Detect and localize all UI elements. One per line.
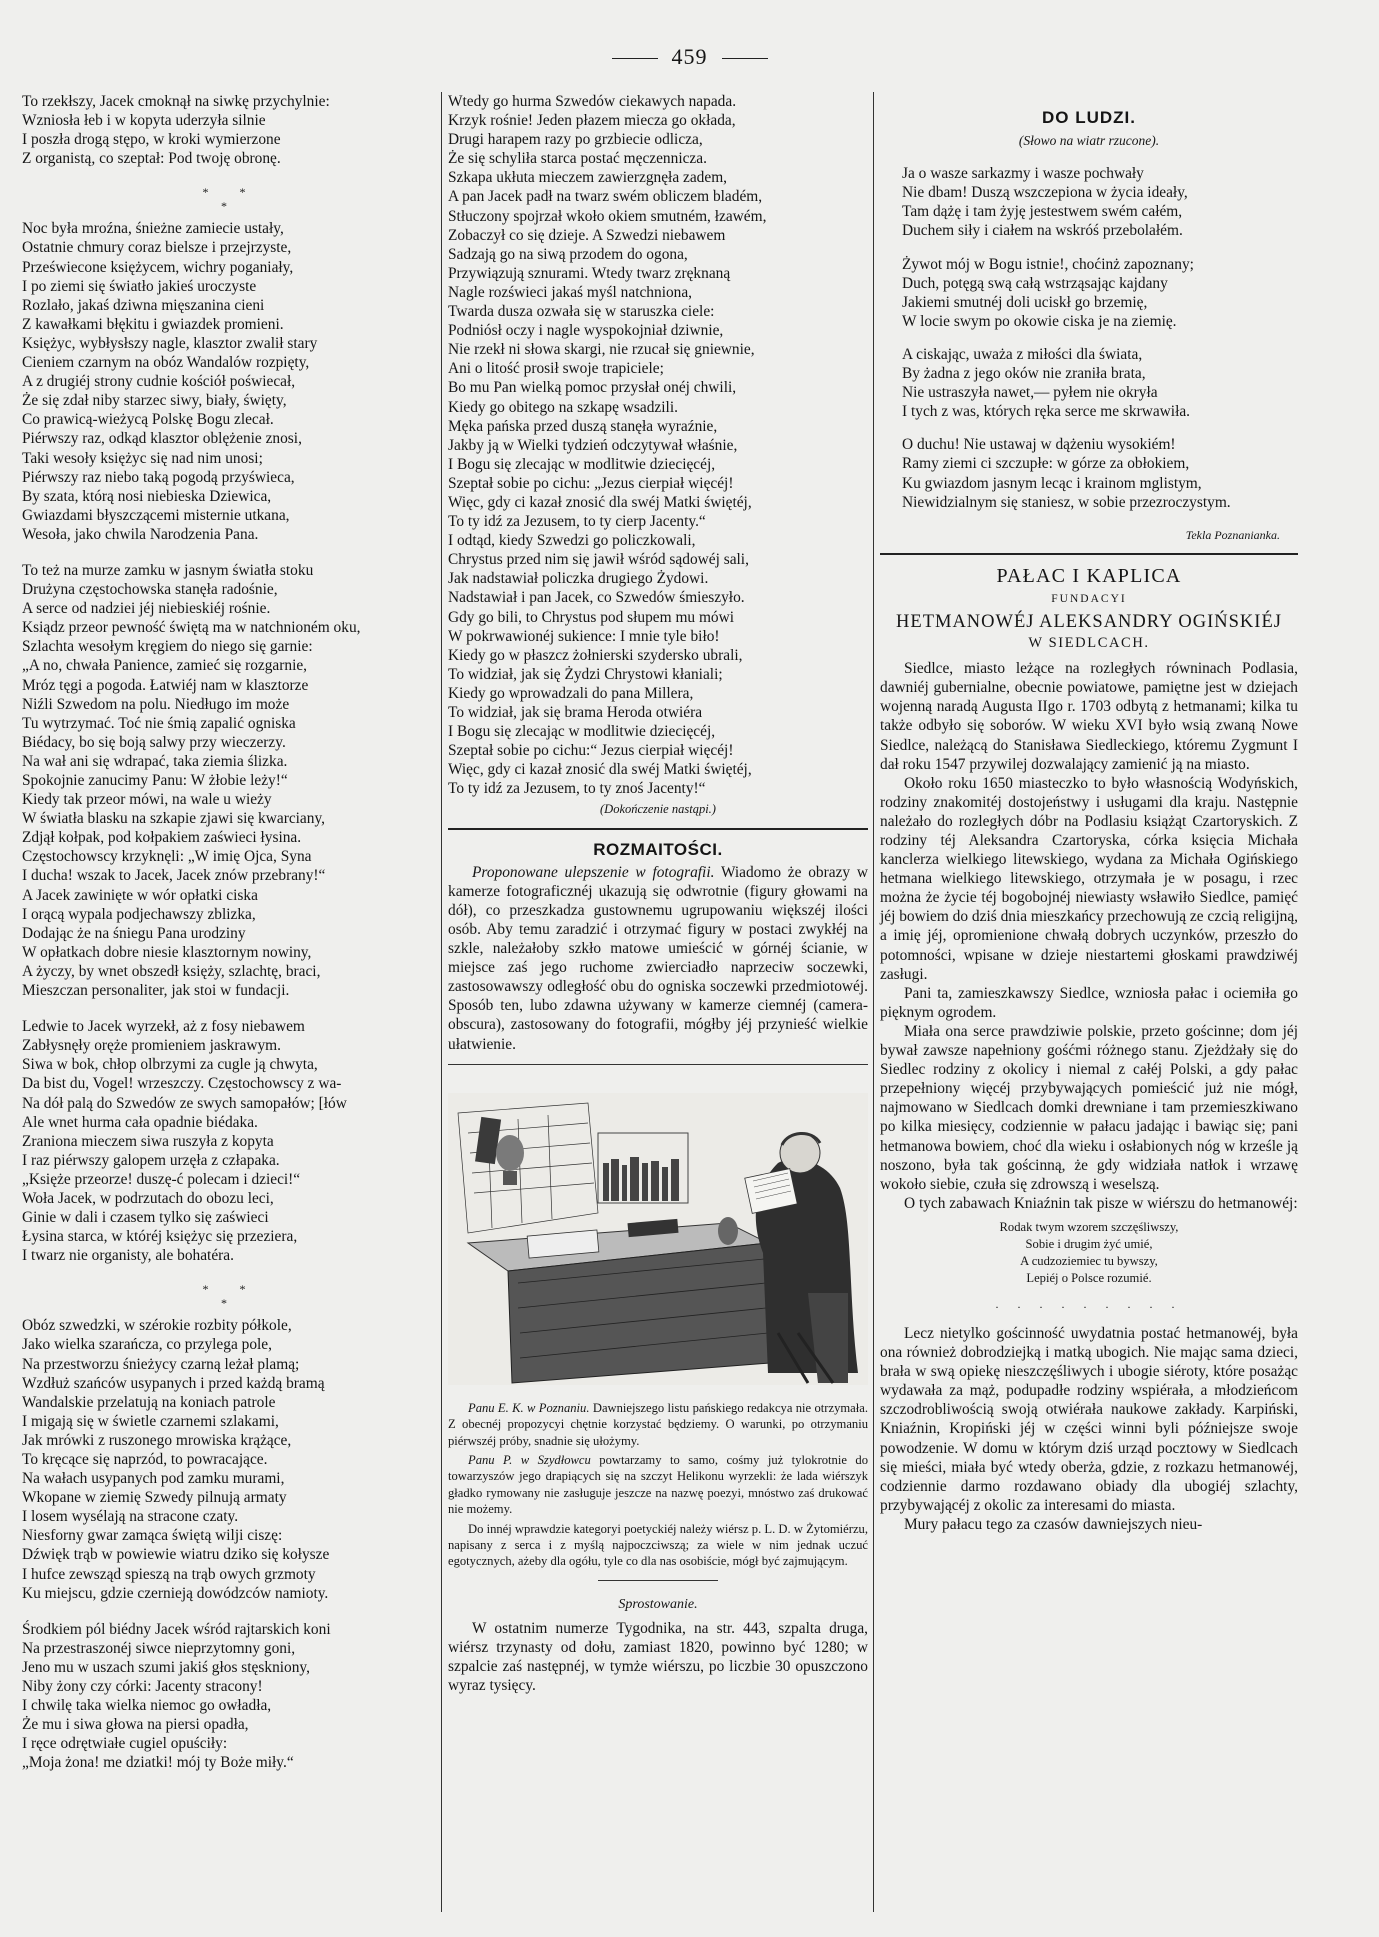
poem-line: Wesoła, jako chwila Narodzenia Pana. [22, 525, 259, 543]
poem-line: Tu wytrzymać. Toć nie śmią zapalić ogniska [22, 714, 296, 732]
poem-line: A życzy, by wnet obszedł księży, szlachtę, braci, [22, 962, 321, 980]
poem-line: To też na murze zamku w jasnym światła stoku [22, 561, 314, 579]
poem-line: Ja o wasze sarkazmy i wasze pochwały [902, 165, 1144, 183]
poem-stanza [22, 1316, 440, 1602]
poem-line: Gdy go bili, to Chrystus pod słupem mu mówi [448, 608, 735, 626]
section-rule [880, 553, 1298, 555]
poem-line: Nie ustraszyła nawet,— pyłem nie okryła [902, 384, 1158, 402]
poem-line: Gwiazdami błyszczącemi misternie utkana, [22, 506, 290, 524]
poem-line: Rozlało, jakaś dziwna mięszanina cieni [22, 296, 265, 314]
poem-line: Ginie w dali i czasem tylko się zaświeci [22, 1209, 269, 1227]
poem-line: Żywot mój w Bogu istnie!, choćinż zapoznany; [902, 255, 1194, 273]
poem-stanza [22, 1017, 440, 1265]
poem-line: Że mu i siwa głowa na piersi opadła, [22, 1716, 249, 1734]
poem-line: Wtedy go hurma Szwedów ciekawych napada. [448, 93, 737, 110]
poem-line: Nie dbam! Duszą wszczepiona w życia ideały, [902, 184, 1188, 202]
editorial-note [448, 1521, 868, 1570]
poem-line: Dodając że na śniegu Pana urodziny [22, 924, 246, 942]
poem-line: Częstochowscy krzyknęli: „W imię Ojca, Syna [22, 848, 312, 866]
poem-line: Szlachta wesołym kręgiem do niego się garnie: [22, 638, 313, 656]
poem-line: Że się zdał niby starzec siwy, biały, święty, [22, 392, 287, 410]
column-divider-right [873, 92, 874, 1912]
poem-line: I losem wysélają na stracone czaty. [22, 1508, 239, 1526]
poem-line: Nie rzekł ni słowa skargi, nie rzucał się gniewnie, [448, 341, 755, 359]
poem-stanza [880, 164, 1298, 240]
asterisk-divider: * * * [202, 185, 260, 214]
poem-line: Kiedy go wprowadzali do pana Millera, [448, 684, 694, 702]
poem-continuation [448, 92, 868, 798]
poem-subtitle: (Słowo na wiatr rzucone). [1018, 133, 1160, 149]
poem-line: W światła blasku na szkapie zjawi się kwarciany, [22, 810, 326, 828]
poem-line: A ciskając, uważa z miłości dla świata, [902, 345, 1143, 363]
section-rule [448, 1064, 868, 1065]
poem-line: To widział, jak się brama Heroda otwiéra [448, 704, 703, 721]
poem-line: Przywiązują sznurami. Wtedy twarz zręknaną [448, 264, 731, 282]
poem-line: Woła Jacek, w podrzutach do obozu leci, [22, 1189, 274, 1207]
poem-line: I ducha! wszak to Jacek, Jacek znów przebrany!“ [22, 867, 326, 885]
poem-line: Na dół palą do Szwedów ze swych samopałów; [łów [22, 1094, 347, 1112]
column-3 [880, 92, 1298, 1534]
poem-line: Podniósł oczy i nagle wyspokojniał dziwnie, [448, 322, 724, 340]
poem-line: Da bist du, Vogel! wrzeszczy. Częstochowscy z wa- [22, 1075, 342, 1093]
poem-line: Mróz tęgi a pogoda. Łatwiéj nam w klasztorze [22, 676, 309, 694]
poem-stanza [22, 92, 440, 168]
correction-title: Sprostowanie. [618, 1596, 698, 1612]
article-body-continued [880, 1324, 1298, 1534]
poem-line: Jako wielka szarańcza, co przylega pole, [22, 1336, 272, 1354]
poem-line: W locie swym po okowie ciska je na ziemię. [902, 312, 1177, 330]
poem-line: Środkiem pól biédny Jacek wśród rajtarskich koni [22, 1620, 331, 1638]
poem-line: „Księże przeorze! duszę-ć polecam i dzieci!“ [22, 1170, 301, 1188]
poem-line: Przeświecone księżycem, wichry poganiały, [22, 258, 294, 276]
article-body [880, 659, 1298, 1213]
poem-line: To ty idź za Jezusem, to ty znoś Jacenty!“ [448, 780, 706, 798]
poem-line: Ku gwiazdom jasnym lecąc i krainom mglistym, [902, 474, 1202, 492]
poem-line: Zabłysnęły oręże promieniem jaskrawym. [22, 1037, 281, 1055]
poem-line: I migają się w świetle czarnemi szlakami, [22, 1412, 279, 1430]
poem-line: Tam dążę i tam żyję jestestwem swém całém, [902, 203, 1183, 221]
poem-line: Taki wesoły księżyc się nad nim unosi; [22, 449, 263, 467]
poem-line: A serce od nadziei jéj niebieskiéj rośnie. [22, 600, 271, 618]
poem-line: Siwa w bok, chłop olbrzymi za cugle ją chwyta, [22, 1056, 318, 1074]
poem-line: Mieszczan personaliter, jak stoi w fundacji. [22, 982, 290, 1000]
continued-note: (Dokończenie nastąpi.) [600, 802, 716, 817]
column-1 [22, 92, 440, 1790]
ellipsis-dots: . . . . . . . . . [995, 1296, 1183, 1311]
poem-line: A z drugiéj strony cudnie kościół poświecał, [22, 373, 296, 391]
quote-line: Lepiéj o Polsce rozumié. [1026, 1270, 1152, 1285]
section-rule [448, 828, 868, 830]
poem-line: Wzniosła łeb i w kopyta uderzyła silnie [22, 112, 266, 130]
poem-line: Dźwięk trąb w powiewie wiatru dziko się kołysze [22, 1546, 330, 1564]
quoted-verse [880, 1219, 1298, 1287]
poem-line: I chwilę taka wielka niemoc go owładła, [22, 1697, 272, 1715]
poem-line: Nagle rozświeci jakaś myśl natchniona, [448, 283, 693, 301]
poem-line: Drugi harapem razy po grzbiecie odlicza, [448, 131, 703, 149]
column-2 [448, 92, 868, 1695]
poem-line: By żadna z jego oków nie zraniła brata, [902, 365, 1146, 383]
column-divider-left [441, 92, 442, 1912]
poem-line: Z organistą, co szeptał: Pod twoję obronę. [22, 150, 281, 168]
page-number [0, 44, 1379, 70]
poem-line: I raz piérwszy galopem urzęła z człapaka. [22, 1151, 280, 1169]
poem-line: Jakby ją w Wielki tydzień odczytywał właśnie, [448, 436, 738, 454]
poem-line: Że się schyliła starca postać męczennicza. [448, 150, 707, 168]
poem-line: Ku miejscu, gdzie czernieją dowódzców namioty. [22, 1584, 329, 1602]
poem-line: Ostatnie chmury coraz bielsze i przejrzyste, [22, 239, 292, 257]
quote-line: A cudzoziemiec tu bywszy, [1020, 1253, 1158, 1268]
poem-line: I twarz nie organisty, ale bohatéra. [22, 1247, 234, 1265]
article-paragraph: Siedlce, miasto leżące na rozległych równinach Podlasia, dawniéj gubernialne, obecnie powiatowe, pamiętne jest w dziejach wojenną naradą Augusta IIgo r. 1703 odbytą z hetmanami; kilka tu także odbyło się soborów. W wieku XVI było wsią zwaną Nowe Siedlce, należącą do Stanisława Siedleckiego, któremu Zygmunt I dał roku 1547 przywilej dozwalający zamienić ją na miasto. [880, 660, 1298, 773]
poem-line: Wandalskie przelatują na koniach patrole [22, 1393, 276, 1411]
article-paragraph: Około roku 1650 miasteczko to było własnością Wodyńskich, rodziny znakomitéj dostojeństwy i usługami dla kraju. Następnie należało do rozległych dóbr na Podlasiu książąt Czartoryskich. Z rodziny téj Aleksandra Czartoryska, córka księcia Michała kanclerza wielkiego litewskiego, wydana za Michała Ogińskiego hetmana wielkiego litewskiego, otrzymała je w posagu, i rzec można że życie téj bogobojnéj niewiasty wsławiło Siedlce, pamięć jéj bowiem do dziś dnia mieszkańcy przechowują ze czcią religijną, a imię jéj, opromienione chwałą dobrych uczynków, przeszło do potomności, wpisane w dzieje niestartemi głoskami prawdziwéj zasługi. [880, 774, 1298, 983]
article-text: Wiadomo że obrazy w kamerze fotograficznéj ukazują się odwrotnie (figury głowami na dół), co przeszkadza gustownemu ugrupowaniu większéj ilości osób. Aby temu zaradzić i otrzymać figury w postaci zwykłéj na szkle, należałoby szkło matowe umieścić w górnéj ścianie, w miejsce zaś jego ruchome zwierciadło naprzeciw soczewki, zastosowawszy odległość obu do ogniska soczewki przedmiotowéj. Sposób ten, lubo zdawna używany w kamerze ciemnéj (camera-obscura), zastosowany do fotografii, mógłby jéj przynieść wielkie ułatwienie. [448, 863, 868, 1053]
poem-line: Więc, gdy ci kazał znosić dla swéj Matki świętéj, [448, 493, 752, 511]
poem-line: Zdjął kołpak, pod kołpakiem zaświeci łysina. [22, 829, 302, 847]
poem-line: A Jacek zawinięte w wór opłatki ciska [22, 886, 258, 904]
poem-stanza [22, 1620, 440, 1773]
asterisk-divider: * * * [202, 1282, 260, 1311]
poem-line: Więc, gdy ci kazał znosić dla swéj Matki świętéj, [448, 761, 752, 779]
poem-line: Ani o litość prosił swoje trapiciele; [448, 360, 664, 378]
article-title-place: W SIEDLCACH. [1028, 635, 1150, 652]
poem-line: To kręcące się naprzód, to powracające. [22, 1451, 268, 1468]
poem-line: „A no, chwała Panience, zamieć się rozgarnie, [22, 657, 308, 675]
poem-line: I odtąd, kiedy Szwedzi go policzkowali, [448, 532, 696, 550]
poem-line: Jak mrówki z ruszonego mrowiska krążące, [22, 1431, 292, 1449]
poem-line: Co prawicą-wieżycą Polskę Bogu zlecał. [22, 411, 274, 429]
poem-line: I Bogu się zlecając w modlitwie dziecięcéj, [448, 723, 716, 741]
poem-line: Na przestraszonéj siwce nieprzytomny goni, [22, 1639, 296, 1657]
page-number-text: 459 [671, 44, 708, 69]
poem-line: Cieniem czarnym na obóz Wandalów rozpięty, [22, 354, 310, 372]
poem-line: Drużyna częstochowska stanęła radośnie, [22, 581, 278, 599]
quote-line: Rodak twym wzorem szczęśliwszy, [999, 1219, 1179, 1234]
poem-line: Zraniona mieczem siwa ruszyła z kopyta [22, 1132, 274, 1150]
article-paragraph: Pani ta, zamieszkawszy Siedlce, wzniosła pałac i ociemiła go pięknym ogrodem. [880, 984, 1298, 1021]
note-text: Dawniejszego listu pańskiego redakcya nie otrzymała. Z obecnéj propozycyi chętnie korzystać będziemy. O warunki, po otrzymaniu piérwszéj próby, snadnie się ułożymy. [448, 1400, 868, 1448]
article-title-name: HETMANOWÉJ ALEKSANDRY OGIŃSKIÉJ [896, 611, 1282, 632]
poem-line: Biédacy, bo się boją salwy przy wieczerzy. [22, 733, 286, 751]
poem-line: Spokojnie zanucimy Panu: W żłobie leży!“ [22, 772, 288, 789]
poem-line: Niźli Szwedom na polu. Niedługo im może [22, 695, 290, 713]
note-text: powtarzamy to samo, cośmy już tylokrotnie do towarzyszów jego drapiących się na szczyt Helikonu wyrzekli: że lada wiérszyk gładko rymowany nie zasługuje jeszcze na nazwę poezyi, mnóstwo zaś drukować nie możemy. [448, 1452, 869, 1517]
poem-line: Wkopane w ziemię Szwedy pilnują armaty [22, 1489, 287, 1507]
poem-line: Nadstawiał i pan Jacek, co Szwedów śmieszyło. [448, 589, 745, 607]
poem-line: Niewidzialnym się staniesz, w sobie przezroczystym. [902, 493, 1231, 511]
section-title: ROZMAITOŚCI. [593, 839, 723, 859]
poem-line: Kiedy go w płaszcz żołnierski szydersko ubrali, [448, 646, 743, 664]
poem-line: Ksiądz przeor pewność świętą ma w natchnioném oku, [22, 619, 361, 637]
poem-line: Bo mu Pan wielką pomoc przysłał onéj chwili, [448, 379, 737, 397]
poem-line: Na wał ani się wdrapać, taka ziemia ślizka. [22, 752, 288, 770]
poem-line: To rzekłszy, Jacek cmoknął na siwkę przychylnie: [22, 93, 330, 110]
poem-title: DO LUDZI. [1042, 108, 1136, 127]
poem-line: Piérwszy raz, odkąd klasztor oblężenie znosi, [22, 430, 302, 448]
article-paragraph: Lecz nietylko gościnność uwydatnia postać hetmanowéj, była ona również dobrodziejką i matką ubogich. Nie mając sama dzieci, brała w swą opiekę nieszczęśliwych i ubogie siéroty, które posażąc wydawała za mąż, podupadłe rodziny wspiérała, a młodzieńcom szczodrobliwością swoją otwiérała naukowe zakłady. Karpiński, Kniaźnin, Kropiński jéj w części winni byli późniejsze swoje powodzenie. W domu w którym dziś urząd pocztowy w Siedlcach się mieści, miała być wtedy oberża, gdzie, z rozkazu hetmanowéj, codziennie darmo rozdawano obiady dla ubogiéj szlachty, przybywającéj z okolic za interesami do miasta. [880, 1324, 1298, 1514]
poem-line: Jakiemi smutnéj doli uciskł go brzemię, [902, 293, 1148, 311]
poem-line: I orącą wypala podjechawszy zblizka, [22, 905, 256, 923]
poem-line: Twarda dusza ozwała się w staruszka ciele: [448, 303, 715, 321]
page-number-rule-left [612, 58, 658, 59]
quote-line: Sobie i drugim żyć umié, [1025, 1236, 1153, 1251]
note-text: Do innéj wprawdzie kategoryi poetyckiéj należy wiérsz p. L. D. w Żytomiérzu, napisany z serca i z myślą najpoczciwszą; za wiele w nim jednak uczuć egotycznych, ażeby dla ogółu, tyle co dla nas osobiście, mógł być zajmującym. [448, 1521, 868, 1569]
poem-stanza [880, 435, 1298, 511]
short-rule [598, 1580, 718, 1581]
poem-line: I hufce zewsząd spieszą na trąb owych grzmoty [22, 1565, 316, 1583]
poem-line: Kiedy go obitego na szkapę wsadzili. [448, 398, 678, 416]
poem-line: I tych z was, których ręka serce me skrwawiła. [902, 403, 1191, 421]
engraving-illustration [448, 1093, 868, 1385]
poem-line: A pan Jacek padł na twarz swém obliczem bladém, [448, 188, 763, 206]
poem-line: Zobaczył co się dzieje. A Szwedzi niebawem [448, 226, 726, 244]
note-addressee: Panu E. K. w Poznaniu. [468, 1400, 590, 1415]
poem-line: Wzdłuż szańców usypanych i przed każdą bramą [22, 1374, 325, 1392]
poem-line: I ręce odrętwiałe cugiel opuściły: [22, 1735, 228, 1753]
poem-line: Szeptał sobie po cichu:“ Jezus cierpiał więcéj! [448, 742, 734, 760]
article-body [448, 863, 868, 1054]
poem-line: Z kawałkami błękitu i gwiazdek promieni. [22, 315, 284, 333]
poem-line: Duch, potęgą swą całą wstrząsając kajdany [902, 274, 1168, 292]
article-title: PAŁAC I KAPLICA [996, 564, 1182, 587]
correction-body [448, 1619, 868, 1695]
poem-line: Ale wnet hurma cała opadnie biédaka. [22, 1113, 258, 1131]
poem-line: Noc była mroźna, śnieżne zamiecie ustały, [22, 220, 284, 238]
article-paragraph: Miała ona serce prawdziwie polskie, przeto gościnne; dom jéj bywał zawsze napełniony gośćmi różnego stanu. Zjeżdżały się do Siedlec rodziny z okolicy i niemal z całéj Polski, a gdy pałac przepełniony więcéj przybywających pomieścić już nie mógł, najmowano w Siedlcach domki drewniane i tam przemieszkiwano po kilka miesięcy, codziennie w pałacu jadając i bawiąc się; pani hetmanowa bowiem, choć dla wieku i osłabionych nóg w krześle ją noszono, była tak gościnną, że gdy widziała natłok i wrzawę wokoło siebie, czuła się zdrowszą i weselszą. [880, 1022, 1298, 1193]
article-paragraph: O tych zabawach Kniaźnin tak pisze w wiérszu do hetmanowéj: [904, 1194, 1298, 1212]
poem-line: Krzyk rośnie! Jeden płazem miecza go okłada, [448, 112, 736, 130]
poem-line: Niby żony czy córki: Jacenty stracony! [22, 1678, 263, 1696]
poem-line: By szata, którą nosi niebieska Dziewica, [22, 487, 272, 505]
poem-line: Jak nadstawiał policzka drugiego Żydowi. [448, 570, 709, 588]
poem-stanza [22, 561, 440, 1000]
poem-stanza [880, 255, 1298, 331]
poem-body [880, 164, 1298, 512]
poem-stanza [22, 219, 440, 544]
poem-line: Duchem siły i ciałem na wskróś przebolałém. [902, 222, 1183, 240]
poem-line: Męka pańska przed duszą stanęła wyraźnie, [448, 417, 718, 435]
poem-line: I po ziemi się światło jakieś uroczyste [22, 277, 257, 295]
poem-line: Szeptał sobie po cichu: „Jezus cierpiał więcéj! [448, 474, 734, 492]
page-number-rule-right [722, 58, 768, 59]
poem-line: Ledwie to Jacek wyrzekł, aż z fosy niebawem [22, 1018, 305, 1036]
poem-line: Ramy ziemi ci szczupłe: w górze za obłokiem, [902, 455, 1190, 473]
poem-line: W opłatkach dobre niesie klasztornym nowiny, [22, 943, 312, 961]
poem-line: Na wałach usypanych pod zamku murami, [22, 1470, 285, 1488]
poem-line: W pokrwawionéj sukience: I mnie tyle biło! [448, 627, 720, 645]
poem-line: Chrystus przed nim się jawił wśród sądowéj sali, [448, 551, 749, 569]
poem-line: „Moja żona! me dziatki! mój ty Boże miły.“ [22, 1754, 294, 1772]
article-paragraph: Mury pałacu tego za czasów dawniejszych nieu- [904, 1515, 1203, 1533]
editorial-note [448, 1400, 868, 1449]
poem-line: Szkapa ukłuta mieczem zawierzgnęła zadem, [448, 169, 728, 187]
poem-line: To ty idź za Jezusem, to ty cierp Jacenty.“ [448, 513, 706, 531]
poem-line: Księżyc, wybłysłszy nagle, klasztor zwalił stary [22, 334, 318, 352]
poem-line: Łysina starca, w któréj księżyc się przeziera, [22, 1228, 298, 1246]
poem-line: Obóz szwedzki, w szérokie rozbity półkole, [22, 1317, 292, 1335]
poem-line: O duchu! Nie ustawaj w dążeniu wysokiém! [902, 436, 1176, 454]
editorial-notes [448, 1400, 868, 1570]
editorial-note [448, 1452, 868, 1518]
poem-line: Jeno mu w uszach szumi jakiś głos stęskniony, [22, 1658, 310, 1676]
poem-line: To widział, jak się Żydzi Chrystowi kłaniali; [448, 665, 723, 683]
note-addressee: Panu P. w Szydłowcu [468, 1452, 591, 1467]
poem-line: I Bogu się zlecając w modlitwie dziecięcéj, [448, 455, 716, 473]
poem-stanza [880, 345, 1298, 421]
poem-line: Kiedy tak przeor mówi, na wale u wieży [22, 791, 272, 809]
poem-line: I poszła drogą stępo, w kroki wymierzone [22, 131, 281, 149]
poem-line: Piérwszy raz niebo taką pogodą przyświeca, [22, 468, 295, 486]
poem-line: Sadzają go na siwą przodem do ogona, [448, 245, 688, 263]
article-title-fundacyi: FUNDACYI [1051, 592, 1127, 605]
poem-line: Stłuczony spojrzał wkoło okiem smutném, łzawém, [448, 207, 767, 225]
poem-line: Na przestworzu śnieżycy czarną leżał plamą; [22, 1355, 300, 1373]
article-lead: Proponowane ulepszenie w fotografii. [472, 863, 715, 881]
poem-line: Niesforny gwar zamąca świętą wilji ciszę: [22, 1527, 283, 1545]
poem-signature: Tekla Poznanianka. [1185, 527, 1280, 542]
correction-text: W ostatnim numerze Tygodnika, na str. 443, szpalta druga, wiérsz trzynasty od dołu, zamiast 1820, powinno być 1280; w szpalcie zaś następnéj, w tymże wiérszu, po liczbie 30 opuszczono wyraz tysięcy. [448, 1619, 868, 1695]
